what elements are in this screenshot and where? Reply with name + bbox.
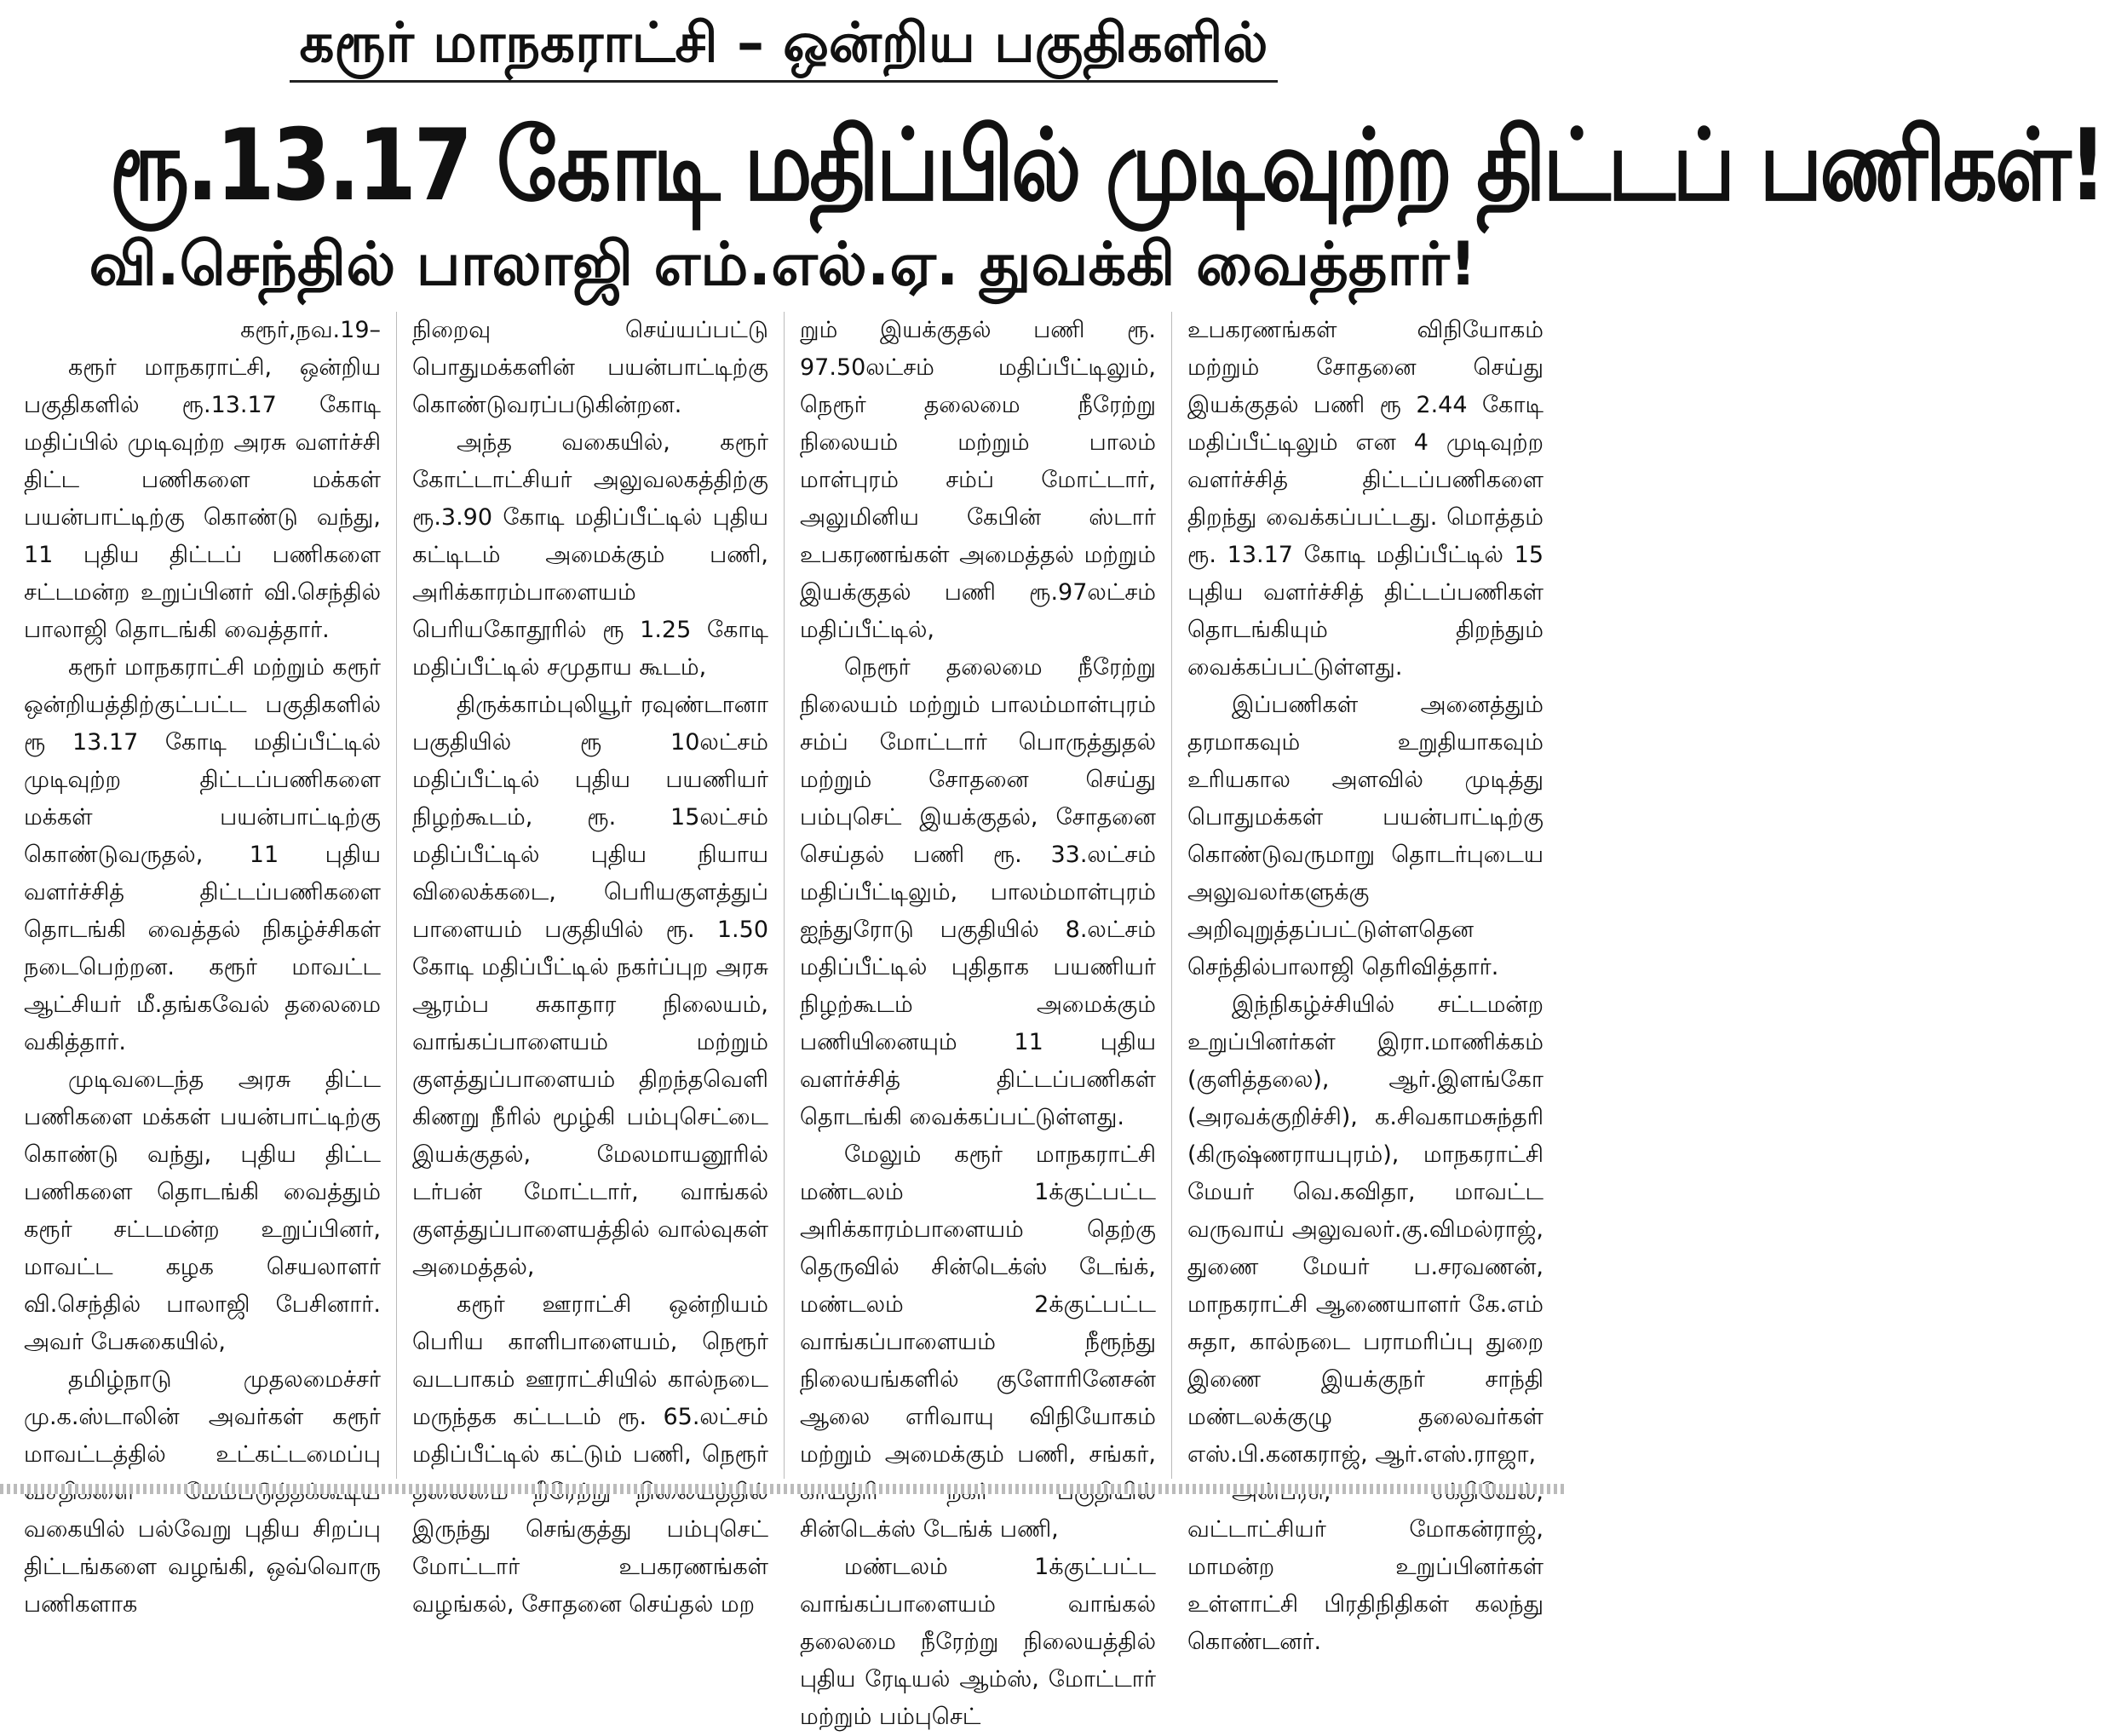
paragraph: திருக்காம்புலியூர் ரவுண்டானா பகுதியில் ரூ 10லட்சம் மதிப்பீட்டில் புதிய பயணியர் நிழற்கூடம், ரூ. 15லட்சம் மதிப்பீட்டில் புதிய நியாய விலைக்கடை, பெரியகுளத்துப் பாளையம் பகுதியில் ரூ. 1.50 கோடி மதிப்பீட்டில் நகர்ப்புற அரசு ஆரம்ப சுகாதார நிலையம், வாங்கப்பாளையம் மற்றும் குளத்துப்பாளையம் திறந்தவெளி கிணறு நீரில் மூழ்கி பம்புசெட்டை இயக்குதல், மேலமாயனூரில் டர்பன் மோட்டார், வாங்கல் குளத்துப்பாளையத்தில் வால்வுகள் அமைத்தல், — [412, 692, 768, 1280]
article-column-3 — [784, 312, 1171, 1730]
article-column-4 — [1171, 312, 1559, 1655]
article-column-1 — [9, 312, 396, 1618]
paragraph: இப்பணிகள் அனைத்தும் தரமாகவும் உறுதியாகவும் உரியகால அளவில் முடித்து பொதுமக்கள் பயன்பாட்டிற்கு கொண்டுவருமாறு தொடர்புடைய அலுவலர்களுக்கு அறிவுறுத்தப்பட்டுள்ளதென செந்தில்பாலாஜி தெரிவித்தார். — [1187, 692, 1544, 980]
main-headline: ரூ.13.17 கோடி மதிப்பில் முடிவுற்ற திட்டப் பணிகள்! — [109, 108, 2104, 223]
paragraph: நிறைவு செய்யப்பட்டு பொதுமக்களின் பயன்பாட்டிற்கு கொண்டுவரப்படுகின்றன. — [412, 317, 768, 418]
paragraph: முடிவடைந்த அரசு திட்ட பணிகளை மக்கள் பயன்பாட்டிற்கு கொண்டு வந்து, புதிய திட்ட பணிகளை தொடங்கி வைத்தும் கரூர் சட்டமன்ற உறுப்பினர், மாவட்ட கழக செயலாளர் வி.செந்தில் பாலாஜி பேசினார். அவர் பேசுகையில், — [24, 1066, 381, 1355]
paragraph: நெரூர் தலைமை நீரேற்று நிலையம் மற்றும் பாலம்மாள்புரம் சம்ப் மோட்டார் பொருத்துதல் மற்றும் சோதனை செய்து பம்புசெட் இயக்குதல், சோதனை செய்தல் பணி ரூ. 33.லட்சம் மதிப்பீட்டிலும், பாலம்மாள்புரம் ஐந்துரோடு பகுதியில் 8.லட்சம் மதிப்பீட்டில் புதிதாக பயணியர் நிழற்கூடம் அமைக்கும் பணியினையும் 11 புதிய வளர்ச்சித் திட்டப்பணிகள் தொடங்கி வைக்கப்பட்டுள்ளது. — [800, 654, 1156, 1130]
paragraph: கரூர் ஊராட்சி ஒன்றியம் பெரிய காளிபாளையம், நெரூர் வடபாகம் ஊராட்சியில் கால்நடை மருந்தக கட்டடம் ரூ. 65.லட்சம் மதிப்பீட்டில் கட்டும் பணி, நெரூர் இருந்து செங்குத்து பம்புசெட் மோட்டார் உபகரணங்கள் வழங்கல், சோதனை செய்தல் மற — [412, 1291, 768, 1618]
article-body — [9, 312, 1559, 1730]
paragraph: கரூர் மாநகராட்சி, ஒன்றிய பகுதிகளில் ரூ.13.17 கோடி மதிப்பில் முடிவுற்ற அரசு வளர்ச்சி திட்ட பணிகளை மக்கள் பயன்பாட்டிற்கு கொண்டு வந்து, 11 புதிய திட்டப் பணிகளை சட்டமன்ற உறுப்பினர் வி.செந்தில் பாலாஜி தொடங்கி வைத்தார். — [24, 354, 381, 643]
paragraph: றும் இயக்குதல் பணி ரூ. 97.50லட்சம் மதிப்பீட்டிலும், நெரூர் தலைமை நீரேற்று நிலையம் மற்றும் பாலம் மாள்புரம் சம்ப் மோட்டார், அலுமினிய கேபின் ஸ்டார் உபகரணங்கள் அமைத்தல் மற்றும் இயக்குதல் பணி ரூ.97லட்சம் மதிப்பீட்டில், — [800, 317, 1156, 643]
paragraph: உபகரணங்கள் விநியோகம் மற்றும் சோதனை செய்து இயக்குதல் பணி ரூ 2.44 கோடி மதிப்பீட்டிலும் என 4 முடிவுற்ற வளர்ச்சித் திட்டப்பணிகளை திறந்து வைக்கப்பட்டது. மொத்தம் ரூ. 13.17 கோடி மதிப்பீட்டில் 15 புதிய வளர்ச்சித் திட்டப்பணிகள் தொடங்கியும் திறந்தும் வைக்கப்பட்டுள்ளது. — [1187, 317, 1544, 681]
paragraph: இந்நிகழ்ச்சியில் சட்டமன்ற உறுப்பினர்கள் இரா.மாணிக்கம் (குளித்தலை), ஆர்.இளங்கோ (அரவக்குறிச்சி), க.சிவகாமசுந்தரி (கிருஷ்ணராயபுரம்), மாநகராட்சி மேயர் வெ.கவிதா, மாவட்ட வருவாய் அலுவலர்.கு.விமல்ராஜ், துணை மேயர் ப.சரவணன், மாநகராட்சி ஆணையாளர் கே.எம் சுதா, கால்நடை பராமரிப்பு துறை இணை இயக்குநர் சாந்தி மண்டலக்குழு தலைவர்கள் எஸ்.பி.கனகராஜ், ஆர்.எஸ்.ராஜா, — [1187, 992, 1544, 1468]
paragraph: மேலும் கரூர் மாநகராட்சி மண்டலம் 1க்குட்பட்ட அரிக்காரம்பாளையம் தெற்கு தெருவில் சின்டெக்ஸ் டேங்க், மண்டலம் 2க்குட்பட்ட வாங்கப்பாளையம் நீரூந்து நிலையங்களில் குளோரினேசன் ஆலை எரிவாயு விநியோகம் மற்றும் அமைக்கும் பணி, சங்கர், சின்டெக்ஸ் டேங்க் பணி, — [800, 1141, 1156, 1543]
paragraph: தமிழ்நாடு முதலமைச்சர் மு.க.ஸ்டாலின் அவர்கள் கரூர் மாவட்டத்தில் உட்கட்டமைப்பு வகையில் பல்வேறு புதிய சிறப்பு திட்டங்களை வழங்கி, ஒவ்வொரு பணிகளாக — [24, 1366, 381, 1618]
article-column-2 — [396, 312, 784, 1618]
dateline: கரூர்,நவ.19– — [240, 317, 381, 343]
kicker-headline: கரூர் மாநகராட்சி – ஒன்றிய பகுதிகளில் — [290, 7, 1278, 83]
paragraph: வட்டாட்சியர் மோகன்ராஜ், மாமன்ற உறுப்பினர்கள் உள்ளாட்சி பிரதிநிதிகள் கலந்து கொண்டனர். — [1187, 1516, 1544, 1655]
paragraph: கரூர் மாநகராட்சி மற்றும் கரூர் ஒன்றியத்திற்குட்பட்ட பகுதிகளில் ரூ 13.17 கோடி மதிப்பீட்டில் முடிவுற்ற திட்டப்பணிகளை மக்கள் பயன்பாட்டிற்கு கொண்டுவருதல், 11 புதிய வளர்ச்சித் திட்டப்பணிகளை தொடங்கி வைத்தல் நிகழ்ச்சிகள் நடைபெற்றன. கரூர் மாவட்ட ஆட்சியர் மீ.தங்கவேல் தலைமை வகித்தார். — [24, 654, 381, 1055]
sub-headline: வி.செந்தில் பாலாஜி எம்.எல்.ஏ. துவக்கி வைத்தார்! — [89, 229, 1477, 299]
paragraph: மண்டலம் 1க்குட்பட்ட வாங்கப்பாளையம் வாங்கல் தலைமை நீரேற்று நிலையத்தில் புதிய ரேடியல் ஆம்ஸ், மோட்டார் மற்றும் பம்புசெட் — [800, 1554, 1156, 1730]
paragraph: அந்த வகையில், கரூர் கோட்டாட்சியர் அலுவலகத்திற்கு ரூ.3.90 கோடி மதிப்பீட்டில் புதிய கட்டிடம் அமைக்கும் பணி, அரிக்காரம்பாளையம் பெரியகோதூரில் ரூ 1.25 கோடி மதிப்பீட்டில் சமுதாய கூடம், — [412, 429, 768, 681]
bottom-border — [0, 1484, 1566, 1494]
